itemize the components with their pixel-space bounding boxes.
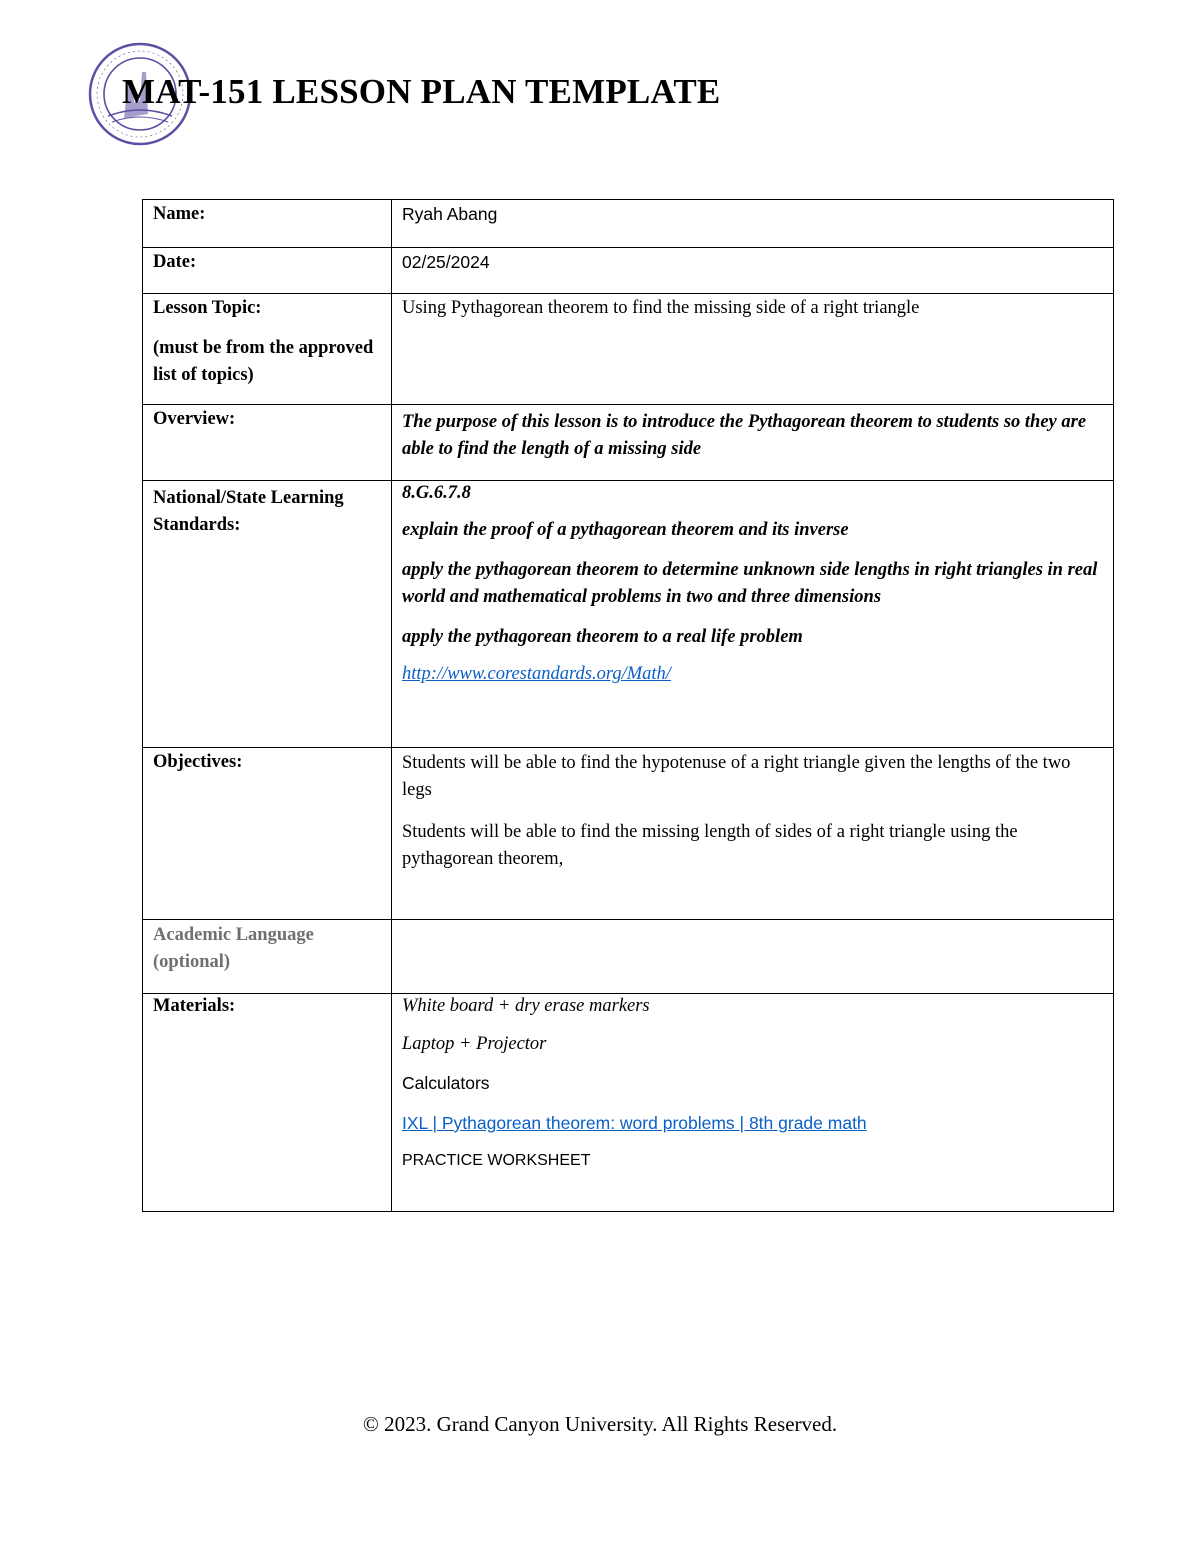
table-row [143,920,1114,994]
objective-item: Students will be able to find the missing length of sides of a right triangle using the pythagorean theorem, [402,822,1018,869]
name-label: Name: [143,200,392,248]
academic-language-value[interactable] [392,920,1114,994]
date-value[interactable]: 02/25/2024 [392,248,1114,294]
table-row [143,248,1114,294]
material-item: Laptop + Projector [402,1034,547,1054]
standards-code: 8.G.6.7.8 [402,483,471,503]
copyright-footer: © 2023. Grand Canyon University. All Rights Reserved. [362,1412,838,1436]
table-row [143,405,1114,481]
standard-item: apply the pythagorean theorem to determine unknown side lengths in right triangles in real world and mathematical problems in two and three dimensions [402,560,1098,607]
objectives-value[interactable] [392,748,1114,920]
academic-language-label: Academic Language (optional) [143,920,392,994]
table-row [143,200,1114,248]
overview-label: Overview: [143,405,392,481]
lesson-topic-label: Lesson Topic: (must be from the approved list of topics) [143,294,392,405]
table-row [143,294,1114,405]
table-row [143,748,1114,920]
material-item: Calculators [402,1073,490,1093]
page-title: MAT-151 LESSON PLAN TEMPLATE [122,72,721,111]
date-label: Date: [143,248,392,294]
lesson-plan-table [142,199,1114,1212]
materials-value[interactable] [392,994,1114,1212]
ixl-link[interactable]: IXL | Pythagorean theorem: word problems | 8th grade math [402,1113,867,1133]
standards-label: National/State Learning Standards: [143,481,392,748]
standards-value[interactable] [392,481,1114,748]
practice-worksheet: PRACTICE WORKSHEET [402,1152,591,1169]
objective-item: Students will be able to find the hypotenuse of a right triangle given the lengths of the two legs [402,753,1071,800]
material-item: White board + dry erase markers [402,996,650,1016]
name-value[interactable]: Ryah Abang [392,200,1114,248]
lesson-topic-value[interactable]: Using Pythagorean theorem to find the missing side of a right triangle [392,294,1114,405]
standard-item: apply the pythagorean theorem to a real life problem [402,627,803,647]
objectives-label: Objectives: [143,748,392,920]
corestandards-link[interactable]: http://www.corestandards.org/Math/ [402,664,671,684]
table-row [143,994,1114,1212]
lesson-topic-note: (must be from the approved list of topics) [153,338,374,385]
overview-value[interactable]: The purpose of this lesson is to introduce the Pythagorean theorem to students so they are able to find the length of a missing side [392,405,1114,481]
table-row [143,481,1114,748]
standard-item: explain the proof of a pythagorean theorem and its inverse [402,520,849,540]
materials-label: Materials: [143,994,392,1212]
